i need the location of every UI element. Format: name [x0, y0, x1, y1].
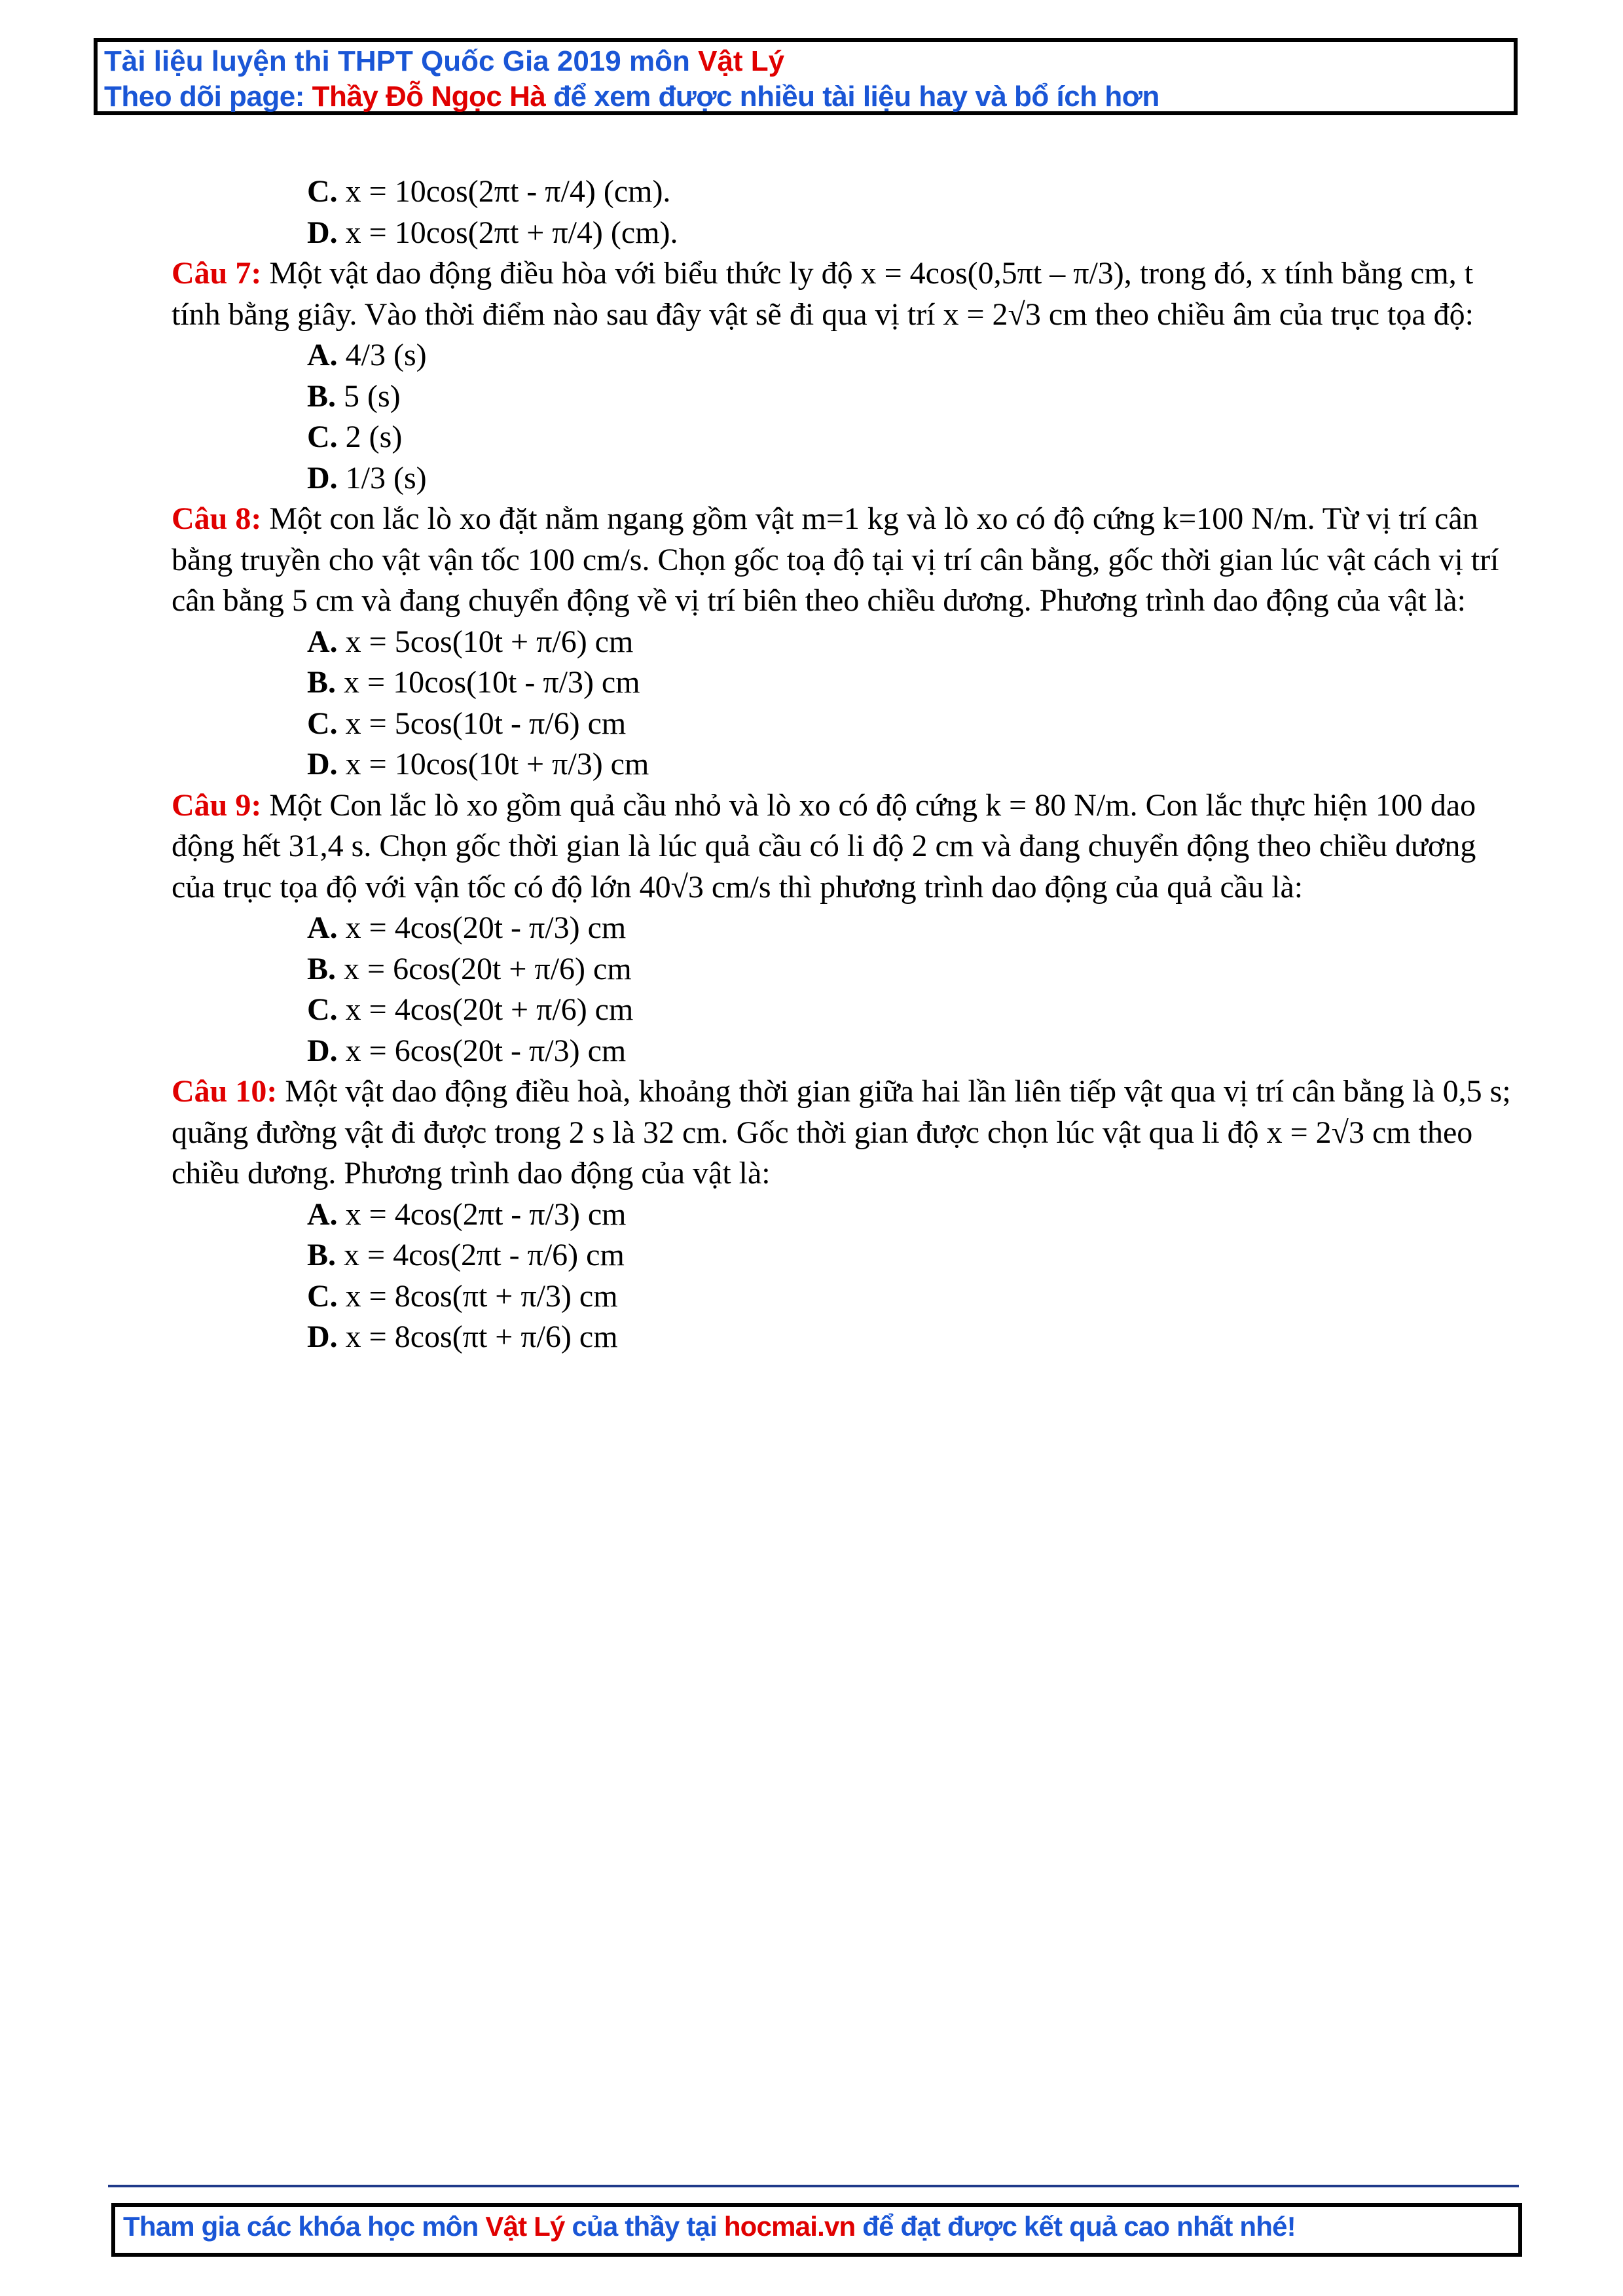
option-item: B. x = 6cos(20t + π/6) cm: [307, 951, 632, 986]
option-item: C. x = 4cos(20t + π/6) cm: [307, 992, 634, 1027]
option-item: D. x = 6cos(20t - π/3) cm: [307, 1033, 627, 1068]
question-stem: Câu 7: Một vật dao động điều hòa với biểu thức ly độ x = 4cos(0,5πt – π/3), trong đó, x tính bằng cm, t tính bằng giây. Vào thời điểm nào sau đây vật sẽ đi qua vị trí x = 2√3 cm theo chiều âm của trục tọa độ:: [172, 256, 1474, 332]
option-item: B. x = 4cos(2πt - π/6) cm: [307, 1238, 625, 1272]
question-8: [172, 499, 1514, 785]
option-item: C. x = 5cos(10t - π/6) cm: [307, 706, 627, 741]
option-item: B. x = 10cos(10t - π/3) cm: [307, 665, 640, 700]
footer-divider: [108, 2185, 1519, 2187]
option-item: D. x = 10cos(10t + π/3) cm: [307, 747, 649, 781]
option-item: D. 1/3 (s): [307, 460, 427, 495]
option-item: C. 2 (s): [307, 420, 403, 454]
question-10: [172, 1071, 1514, 1358]
header-subject: Vật Lý: [698, 45, 785, 77]
header-teacher: Thầy Đỗ Ngọc Hà: [312, 81, 546, 113]
question-stem: Câu 9: Một Con lắc lò xo gồm quả cầu nhỏ và lò xo có độ cứng k = 80 N/m. Con lắc thực hiện 100 dao động hết 31,4 s. Chọn gốc thời gian là lúc quả cầu có li độ 2 cm và đang chuyển động theo chiều dương của trục tọa độ với vận tốc có độ lớn 40√3 cm/s thì phương trình dao động của quả cầu là:: [172, 787, 1476, 905]
header-follow-line: Theo dõi page: Thầy Đỗ Ngọc Hà để xem được nhiều tài liệu hay và bổ ích hơn: [104, 81, 1159, 113]
question-stem: Câu 10: Một vật dao động điều hoà, khoảng thời gian giữa hai lần liên tiếp vật qua vị trí cân bằng là 0,5 s; quãng đường vật đi được trong 2 s là 32 cm. Gốc thời gian được chọn lúc vật qua li độ x = 2√3 cm theo chiều dương. Phương trình dao động của vật là:: [172, 1074, 1511, 1191]
option-item: B. 5 (s): [307, 378, 401, 414]
option-item: D. x = 8cos(πt + π/6) cm: [307, 1319, 618, 1354]
option-item: C. x = 8cos(πt + π/3) cm: [307, 1278, 618, 1314]
footer-site-link: hocmai.vn: [723, 2211, 856, 2242]
footer-subject: Vật Lý: [485, 2211, 565, 2242]
header-title: Tài liệu luyện thi THPT Quốc Gia 2019 môn Vật Lý: [104, 45, 785, 77]
carryover-options: [172, 171, 1514, 253]
document-body: [172, 171, 1514, 1358]
question-9: [172, 785, 1514, 1072]
option-item: A. x = 4cos(2πt - π/3) cm: [307, 1196, 627, 1232]
page-header: [94, 38, 1518, 115]
option-item: A. 4/3 (s): [307, 338, 427, 372]
question-stem: Câu 8: Một con lắc lò xo đặt nằm ngang gồm vật m=1 kg và lò xo có độ cứng k=100 N/m. Từ vị trí cân bằng truyền cho vật vận tốc 100 cm/s. Chọn gốc toạ độ tại vị trí cân bằng, gốc thời gian lúc vật cách vị trí cân bằng 5 cm và đang chuyển động về vị trí biên theo chiều dương. Phương trình dao động của vật là:: [172, 501, 1499, 618]
option-item: A. x = 5cos(10t + π/6) cm: [307, 624, 634, 659]
option-item: C. x = 10cos(2πt - π/4) (cm).: [307, 174, 671, 209]
option-item: A. x = 4cos(20t - π/3) cm: [307, 910, 627, 945]
page-footer: Tham gia các khóa học môn Vật Lý của thầy tại hocmai.vn để đạt được kết quả cao nhất nhé!: [111, 2203, 1522, 2257]
option-item: D. x = 10cos(2πt + π/4) (cm).: [307, 215, 678, 250]
question-7: [172, 253, 1514, 499]
